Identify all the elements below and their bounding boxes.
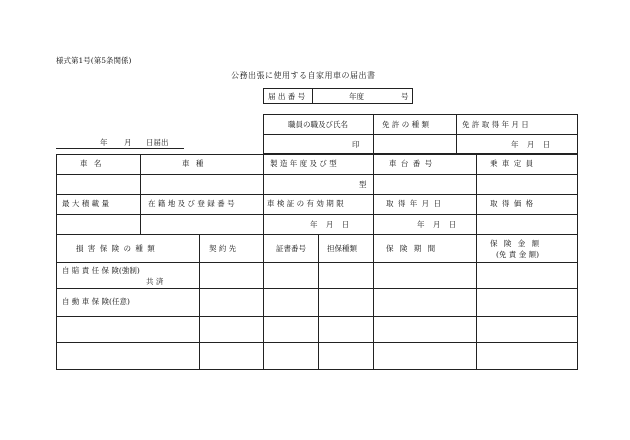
seal-mark: 印 [352, 140, 360, 149]
notification-fiscal-year: 年度 [349, 92, 364, 101]
insurance-amount-label: 保 険 金 額 [490, 239, 542, 248]
car-type-label: 車 種 [182, 159, 206, 168]
divider [263, 234, 264, 370]
divider [56, 316, 578, 317]
divider [456, 114, 457, 154]
divider [263, 134, 578, 135]
acquisition-date-value: 年 月 日 [417, 220, 457, 229]
submit-year: 年 [100, 138, 108, 147]
license-date-label: 免 許 取 得 年 月 日 [462, 120, 529, 129]
staff-name-label: 職員の職及び氏名 [288, 120, 348, 129]
inspection-expiry-label: 車 検 証 の 有 効 期 限 [267, 199, 344, 208]
compulsory-insurance-label: 自 賠 責 任 保 険(強制) [62, 266, 140, 275]
divider [56, 288, 578, 289]
notification-number-suffix: 号 [401, 92, 409, 101]
license-date-value: 年 月 日 [511, 140, 551, 149]
divider [373, 234, 374, 370]
divider [56, 262, 578, 263]
model-year-label: 製 造 年 度 及 び 型 [270, 159, 337, 168]
form-style-number: 様式第1号(第5条関係) [56, 56, 132, 65]
insurance-period-label: 保 険 期 間 [386, 244, 438, 253]
divider [373, 154, 374, 234]
divider [140, 154, 141, 234]
max-load-label: 最 大 積 載 量 [62, 199, 110, 208]
mutual-aid-label: 共 済 [146, 277, 164, 286]
acquisition-date-label: 取 得 年 月 日 [386, 199, 443, 208]
form-title: 公務出張に使用する自家用車の届出書 [231, 71, 376, 80]
model-suffix: 型 [359, 180, 367, 189]
deductible-label: (免 責 金 額) [496, 250, 540, 259]
divider [56, 234, 578, 235]
divider [312, 88, 313, 104]
submit-day: 日届出 [146, 138, 169, 147]
divider [199, 234, 200, 370]
car-name-label: 車 名 [80, 159, 104, 168]
divider [318, 234, 319, 370]
coverage-type-label: 担保種類 [327, 244, 357, 253]
divider [476, 154, 477, 234]
license-type-label: 免 許 の 種 類 [382, 120, 430, 129]
date-underline [56, 148, 184, 149]
divider [56, 174, 578, 175]
voluntary-insurance-label: 自 動 車 保 険(任意) [62, 297, 130, 306]
acquisition-price-label: 取 得 価 格 [490, 199, 535, 208]
divider [263, 154, 264, 234]
certificate-number-label: 証書番号 [276, 244, 306, 253]
divider [56, 194, 578, 195]
capacity-label: 乗 車 定 員 [490, 159, 535, 168]
insurance-kind-label: 損 害 保 険 の 種 類 [76, 244, 156, 253]
registration-label: 在 籍 地 及 び 登 録 番 号 [148, 199, 235, 208]
chassis-number-label: 車 台 番 号 [389, 159, 434, 168]
divider [373, 114, 374, 154]
insurer-label: 契 約 先 [209, 244, 237, 253]
submit-month: 月 [124, 138, 132, 147]
notification-number-label: 届 出 番 号 [268, 92, 306, 101]
divider [476, 234, 477, 370]
divider [56, 214, 578, 215]
divider [56, 342, 578, 343]
inspection-expiry-value: 年 月 日 [310, 220, 350, 229]
